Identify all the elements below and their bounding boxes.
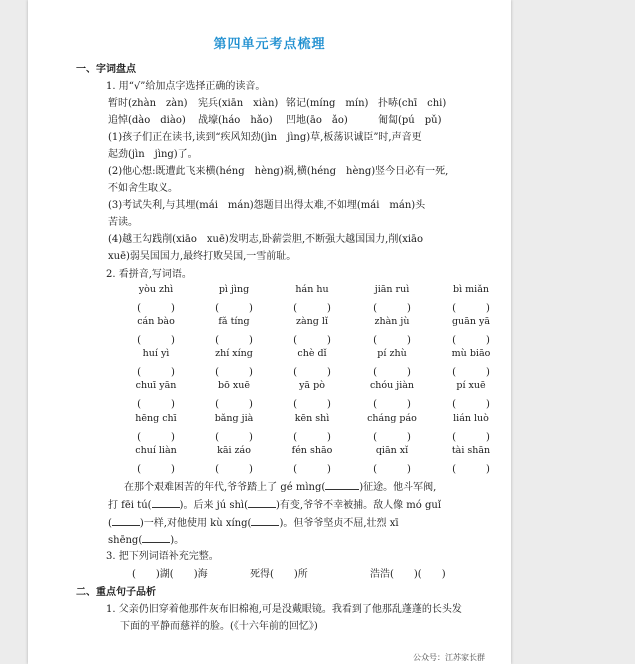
answer-parentheses[interactable]: ( )	[137, 303, 175, 314]
answer-blank[interactable]	[152, 498, 180, 508]
pinyin-word: chuī yān	[135, 380, 177, 391]
para-text: )征途。他斗军阀,	[359, 482, 437, 493]
answer-parentheses[interactable]: ( )	[452, 367, 490, 378]
answer-parentheses[interactable]: ( )	[137, 399, 175, 410]
q1-sentence-4: (4)越王勾践削(xiāo xuē)发明志,卧薪尝胆,不断强大越国国力,削(xiāo	[108, 234, 424, 245]
pinyin-word: chè dǐ	[297, 348, 327, 359]
answer-parentheses[interactable]: ( )	[137, 432, 175, 443]
section2-question-1-cont: 下面的平静而慈祥的脸。(《十六年前的回忆》)	[120, 621, 318, 632]
q1-sentence-1: (1)孩子们正在读书,读到“疾风知劲(jìn jìng)草,板荡识诚臣”时,声音更	[108, 132, 422, 143]
q3-item: 死得( )所	[250, 569, 308, 580]
answer-blank[interactable]	[325, 480, 359, 490]
pinyin-word: cháng páo	[367, 413, 417, 424]
answer-parentheses[interactable]: ( )	[452, 335, 490, 346]
section2-question-1: 1. 父亲仍旧穿着他那件灰布旧棉袍,可是没戴眼镜。我看到了他那乱蓬蓬的长头发	[106, 604, 462, 615]
answer-parentheses[interactable]: ( )	[137, 367, 175, 378]
answer-parentheses[interactable]: ( )	[137, 464, 175, 475]
q1-word: 匍匐(pú pǔ)	[378, 115, 442, 126]
answer-blank[interactable]	[142, 533, 170, 543]
pinyin-word: zhí xíng	[215, 348, 253, 359]
answer-parentheses[interactable]: ( )	[373, 367, 411, 378]
answer-parentheses[interactable]: ( )	[373, 399, 411, 410]
pinyin-word: hēng chī	[135, 413, 177, 424]
pinyin-word: mù biāo	[451, 348, 491, 359]
answer-blank[interactable]	[112, 516, 140, 526]
answer-parentheses[interactable]: ( )	[293, 464, 331, 475]
answer-blank[interactable]	[251, 516, 279, 526]
q1-word: 铭记(míng mín)	[286, 98, 369, 109]
answer-parentheses[interactable]: ( )	[215, 335, 253, 346]
question-1-label: 1. 用“√”给加点字选择正确的读音。	[106, 81, 266, 92]
paragraph-line-3	[108, 516, 399, 530]
q1-sentence-4-cont: xuē)弱吴国国力,最终打败吴国,一雪前耻。	[108, 251, 297, 262]
pinyin-word: hán hu	[295, 284, 329, 295]
q1-word: 战壕(háo hǎo)	[198, 115, 273, 126]
pinyin-word: zàng lǐ	[296, 316, 328, 327]
pinyin-word: kāi záo	[217, 445, 251, 456]
pinyin-word: zhàn jù	[374, 316, 410, 327]
page-title: 第四单元考点梳理	[213, 37, 326, 52]
pinyin-word: pí xuē	[456, 380, 486, 391]
pinyin-word: bǎng jià	[214, 413, 254, 424]
pinyin-word: tài shān	[451, 445, 491, 456]
pinyin-word: bō xuē	[218, 380, 250, 391]
answer-parentheses[interactable]: ( )	[215, 432, 253, 443]
answer-parentheses[interactable]: ( )	[215, 303, 253, 314]
para-text: (	[108, 518, 112, 529]
para-text: )有变,爷爷不幸被捕。敌人像 mó guǐ	[276, 500, 442, 511]
q1-word: 凹地(āo ǎo)	[286, 115, 348, 126]
answer-parentheses[interactable]: ( )	[293, 399, 331, 410]
para-text: )。但爷爷坚贞不屈,壮烈 xī	[279, 518, 399, 529]
q3-item: ( )湖( )海	[132, 569, 208, 580]
pinyin-word: kēn shì	[294, 413, 330, 424]
answer-parentheses[interactable]: ( )	[293, 367, 331, 378]
pinyin-word: cán bào	[137, 316, 175, 327]
section-heading-sentences: 二、重点句子品析	[76, 587, 156, 598]
answer-parentheses[interactable]: ( )	[452, 303, 490, 314]
answer-parentheses[interactable]: ( )	[452, 432, 490, 443]
pinyin-word: qiān xǐ	[375, 445, 409, 456]
answer-parentheses[interactable]: ( )	[215, 464, 253, 475]
pinyin-word: yā pò	[299, 380, 325, 391]
q1-sentence-3: (3)考试失利,与其埋(mái mán)怨题目出得太难,不如埋(mái mán)头	[108, 200, 426, 211]
pinyin-word: pí zhù	[377, 348, 407, 359]
pinyin-word: fǎ tíng	[218, 316, 250, 327]
para-text: 打 fēi tú(	[108, 500, 152, 511]
paragraph-line-4	[108, 533, 184, 547]
answer-parentheses[interactable]: ( )	[293, 335, 331, 346]
paragraph-line-2	[108, 498, 441, 512]
para-text: 在那个艰难困苦的年代,爷爷踏上了 gé mìng(	[124, 482, 326, 493]
q1-word: 暂时(zhàn zàn)	[108, 98, 188, 109]
pinyin-word: chóu jiàn	[369, 380, 415, 391]
section-heading-words: 一、字词盘点	[76, 64, 136, 75]
para-text: )一样,对他使用 kù xíng(	[139, 518, 252, 529]
answer-parentheses[interactable]: ( )	[373, 464, 411, 475]
q3-item: 浩浩( )( )	[370, 569, 446, 580]
q1-word: 扑哧(chī chi)	[378, 98, 447, 109]
answer-parentheses[interactable]: ( )	[373, 335, 411, 346]
q1-sentence-2-cont: 不如舍生取义。	[108, 183, 178, 194]
answer-parentheses[interactable]: ( )	[452, 464, 490, 475]
answer-blank[interactable]	[248, 498, 276, 508]
paragraph-line-1	[124, 480, 436, 494]
answer-parentheses[interactable]: ( )	[373, 432, 411, 443]
pinyin-word: pì jìng	[218, 284, 250, 295]
para-text: shēng(	[108, 535, 143, 546]
pinyin-word: bì miǎn	[453, 284, 489, 295]
pinyin-word: guān yā	[451, 316, 491, 327]
answer-parentheses[interactable]: ( )	[215, 399, 253, 410]
answer-parentheses[interactable]: ( )	[293, 303, 331, 314]
pinyin-word: yòu zhì	[138, 284, 174, 295]
answer-parentheses[interactable]: ( )	[293, 432, 331, 443]
answer-parentheses[interactable]: ( )	[215, 367, 253, 378]
question-2-label: 2. 看拼音,写词语。	[106, 269, 192, 280]
q1-sentence-2: (2)他心想:既遭此飞来横(héng hèng)祸,横(héng hèng)竖今日必有一死,	[108, 166, 449, 177]
para-text: )。	[170, 535, 185, 546]
answer-parentheses[interactable]: ( )	[373, 303, 411, 314]
document-page	[28, 0, 511, 664]
pinyin-word: huí yì	[142, 348, 170, 359]
pinyin-word: chuí liàn	[135, 445, 177, 456]
q1-sentence-3-cont: 苦读。	[108, 217, 138, 228]
q1-sentence-1-cont: 起劲(jìn jìng)了。	[108, 149, 198, 160]
para-text: )。后来 jú shì(	[179, 500, 249, 511]
answer-parentheses[interactable]: ( )	[452, 399, 490, 410]
pinyin-word: fén shāo	[291, 445, 333, 456]
footer-watermark: 公众号：江苏家长群	[413, 653, 485, 662]
question-3-label: 3. 把下列词语补充完整。	[106, 551, 219, 562]
q1-word: 宪兵(xiān xiàn)	[198, 98, 279, 109]
pinyin-word: lián luò	[453, 413, 489, 424]
answer-parentheses[interactable]: ( )	[137, 335, 175, 346]
q1-word: 追悼(dào diào)	[108, 115, 186, 126]
pinyin-word: jiān ruì	[374, 284, 410, 295]
